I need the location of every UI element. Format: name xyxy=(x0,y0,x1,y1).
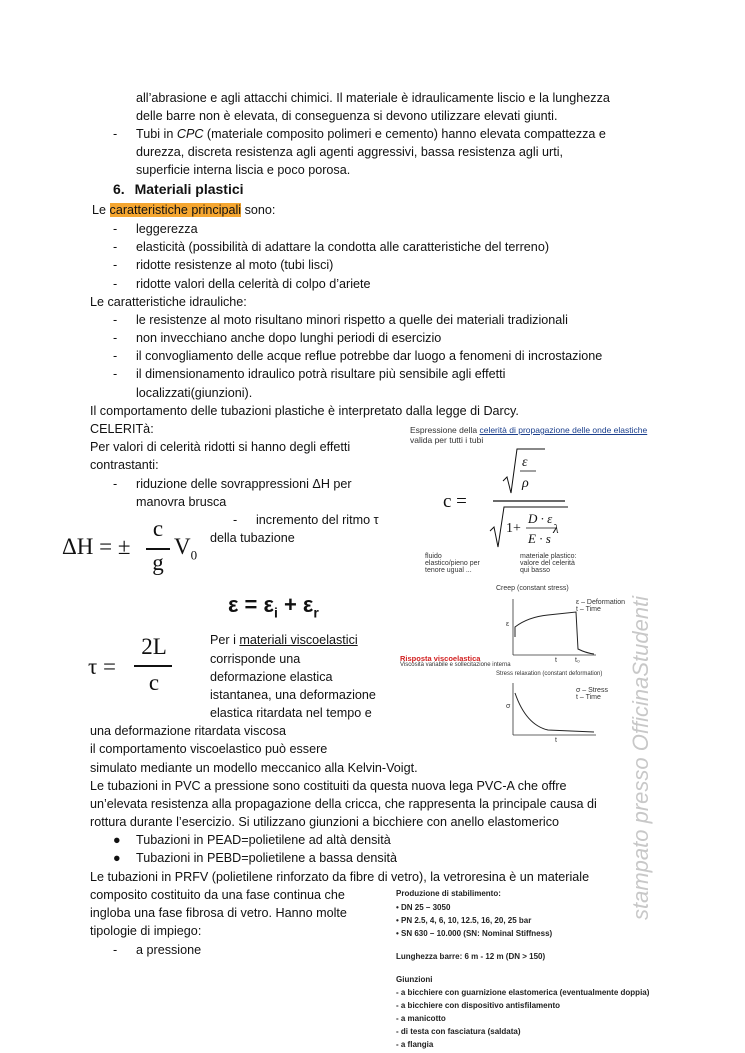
text-line: Per valori di celerità ridotti si hanno degli effetti xyxy=(90,440,351,454)
formula-tau-num: 2L xyxy=(141,634,167,659)
list-item: a pressione xyxy=(136,943,202,957)
celerita-heading: CELERITà: xyxy=(90,422,154,436)
text-line: composito costituito da una fase continua che xyxy=(90,888,345,902)
relaxation-title: Stress relaxation (constant deformation) xyxy=(496,671,603,677)
formula-tau-den: c xyxy=(148,670,160,695)
prfv-specs-figure xyxy=(396,889,716,1049)
svg-text:λ: λ xyxy=(553,521,559,536)
axis-label: σ xyxy=(506,703,511,710)
darcy-text: Il comportamento delle tubazioni plastiche è interpretato dalla legge di Darcy. xyxy=(90,404,519,418)
legend: ε – Deformation xyxy=(576,599,626,606)
formula-epsilon: $\varepsilon = \varepsilon_i + \varepsilon_r$ xyxy=(228,592,319,621)
visco-underlined: materiali viscoelastici xyxy=(239,633,358,647)
formula-delta-h: ΔH = ± xyxy=(62,534,131,559)
visco-line: Per i materiali viscoelastici xyxy=(210,633,358,647)
bullet-icon: ● xyxy=(113,851,121,865)
creep-title: Creep (constant stress) xyxy=(496,585,569,592)
text-line: una deformazione ritardata viscosa xyxy=(90,724,287,738)
idrauliche-heading: Le caratteristiche idrauliche: xyxy=(90,295,247,309)
specs-item: - a flangia xyxy=(396,1040,434,1049)
svg-text:1+: 1+ xyxy=(506,521,521,536)
celerita-figure xyxy=(410,425,710,575)
text-line: rottura durante l’esercizio. Si utilizzano giunzioni a bicchiere con anello elastomerico xyxy=(90,815,560,829)
list-item: della tubazione xyxy=(210,531,295,545)
formula-frac-den: g xyxy=(152,550,164,575)
text-line: Le tubazioni in PVC a pressione sono costituiti da questa nuova lega PVC-A che offre xyxy=(90,779,567,793)
legend: σ – Stress xyxy=(576,687,608,694)
text-line: tipologie di impiego: xyxy=(90,924,202,938)
svg-text:c =: c = xyxy=(443,491,467,512)
list-item: manovra brusca xyxy=(136,495,227,509)
fraction-bar xyxy=(134,665,172,667)
specs-barre: Lunghezza barre: 6 m - 12 m (DN > 150) xyxy=(396,952,546,961)
specs-item: • DN 25 – 3050 xyxy=(396,903,451,912)
list-item: ridotte resistenze al moto (tubi lisci) xyxy=(136,258,334,272)
text-line: deformazione elastica xyxy=(210,670,333,684)
specs-item: - a manicotto xyxy=(396,1014,446,1023)
svg-text:D · ε: D · ε xyxy=(528,511,553,526)
axis-label: t xyxy=(555,737,557,744)
list-item: Tubazioni in PEAD=polietilene ad altà densità xyxy=(136,833,391,847)
text-line: durezza, discreta resistenza agli agenti aggressivi, bassa resistenza agli urti, xyxy=(136,145,564,159)
figure-note-left: fluido elastico/pieno per tenore ugual ... xyxy=(425,553,480,574)
risposta-sublabel: Viscosità variabile e sollecitazione interna xyxy=(400,662,511,668)
figure-caption-2: valida per tutti i tubi xyxy=(410,435,484,445)
legend: t – Time xyxy=(576,694,601,701)
specs-item: - di testa con fasciatura (saldata) xyxy=(396,1027,521,1036)
axis-label: t₀ xyxy=(575,657,580,664)
text-line: un’elevata resistenza alla propagazione della cricca, che rappresenta la principale causa di xyxy=(90,797,597,811)
specs-item: • SN 630 – 10.000 (SN: Nominal Stiffness) xyxy=(396,929,553,938)
axis-label: t xyxy=(555,657,557,664)
text-line: istantanea, una deformazione xyxy=(210,688,376,702)
formula-frac-num: c xyxy=(152,516,164,541)
axis-label: ε xyxy=(506,621,510,628)
svg-text:ε: ε xyxy=(522,455,528,470)
list-item: il convogliamento delle acque reflue potrebbe dar luogo a fenomeni di incrostazione xyxy=(136,349,603,363)
figure-note-right: materiale plastico: valore del celerità qui basso xyxy=(520,553,577,574)
formula-tau: τ = xyxy=(88,654,116,679)
watermark: stampato presso OfficinaStudenti xyxy=(628,595,653,920)
risposta-label: Risposta viscoelastica xyxy=(400,654,481,663)
list-item-cont: localizzati(giunzioni). xyxy=(136,386,253,400)
list-item: incremento del ritmo τ xyxy=(256,513,379,527)
list-item: non invecchiano anche dopo lunghi periodi di esercizio xyxy=(136,331,442,345)
specs-item: - a bicchiere con guarnizione elastomerica (eventualmente doppia) xyxy=(396,988,650,997)
text-line: delle barre non è elevata, di conseguenza si devono utilizzare elevati giunti. xyxy=(136,109,558,123)
text-line: Le tubazioni in PRFV (polietilene rinforzato da fibre di vetro), la vetroresina è un materiale xyxy=(90,870,590,884)
text-line: ingloba una fase fibrosa di vetro. Hanno molte xyxy=(90,906,347,920)
figure-caption: Espressione della celerità di propagazione delle onde elastiche xyxy=(410,425,648,435)
caratteristiche-intro: Le caratteristiche principali sono: xyxy=(92,203,276,217)
section-title: Materiali plastici xyxy=(134,181,244,197)
svg-text:E · s: E · s xyxy=(528,531,551,546)
specs-item: - a bicchiere con dispositivo antisfilamento xyxy=(396,1001,561,1010)
list-item: riduzione delle sovrappressioni ΔH per xyxy=(136,477,352,491)
section-number: 6. xyxy=(113,181,125,197)
specs-item: • PN 2.5, 4, 6, 10, 12.5, 16, 20, 25 bar xyxy=(396,916,532,925)
text-line: simulato mediante un modello meccanico alla Kelvin-Voigt. xyxy=(90,761,418,775)
formula-v0: $V_0$ xyxy=(174,534,198,563)
specs-heading: Produzione di stabilimento: xyxy=(396,889,501,898)
list-item: Tubazioni in PEBD=polietilene a bassa densità xyxy=(136,851,398,865)
highlight-text: caratteristiche principali xyxy=(109,203,242,217)
list-item-cpc: Tubi in CPC (materiale composito polimeri e cemento) hanno elevata compattezza e xyxy=(136,127,606,141)
text-line: all’abrasione e agli attacchi chimici. Il materiale è idraulicamente liscio e la lunghezza xyxy=(136,91,610,105)
list-item: elasticità (possibilità di adattare la condotta alle caratteristiche del terreno) xyxy=(136,240,550,254)
list-item: ridotte valori della celerità di colpo d’ariete xyxy=(136,277,371,291)
text-line: contrastanti: xyxy=(90,458,159,472)
bullet-icon: ● xyxy=(113,833,121,847)
svg-text:ρ: ρ xyxy=(522,476,529,491)
list-dash: - xyxy=(113,127,118,141)
text-line: corrisponde una xyxy=(210,652,301,666)
section-heading xyxy=(113,181,244,197)
text-line: superficie interna liscia e poco porosa. xyxy=(136,163,351,177)
viscoelastic-figure xyxy=(398,585,626,750)
legend: t – Time xyxy=(576,606,601,613)
specs-giunzioni: Giunzioni xyxy=(396,975,433,984)
list-item: le resistenze al moto risultano minori rispetto a quelle dei materiali tradizionali xyxy=(136,313,568,327)
list-item: il dimensionamento idraulico potrà risultare più sensibile agli effetti xyxy=(136,367,506,381)
text-line: il comportamento viscoelastico può essere xyxy=(90,742,328,756)
list-item: leggerezza xyxy=(136,222,198,236)
text-line: elastica ritardata nel tempo e xyxy=(210,706,372,720)
